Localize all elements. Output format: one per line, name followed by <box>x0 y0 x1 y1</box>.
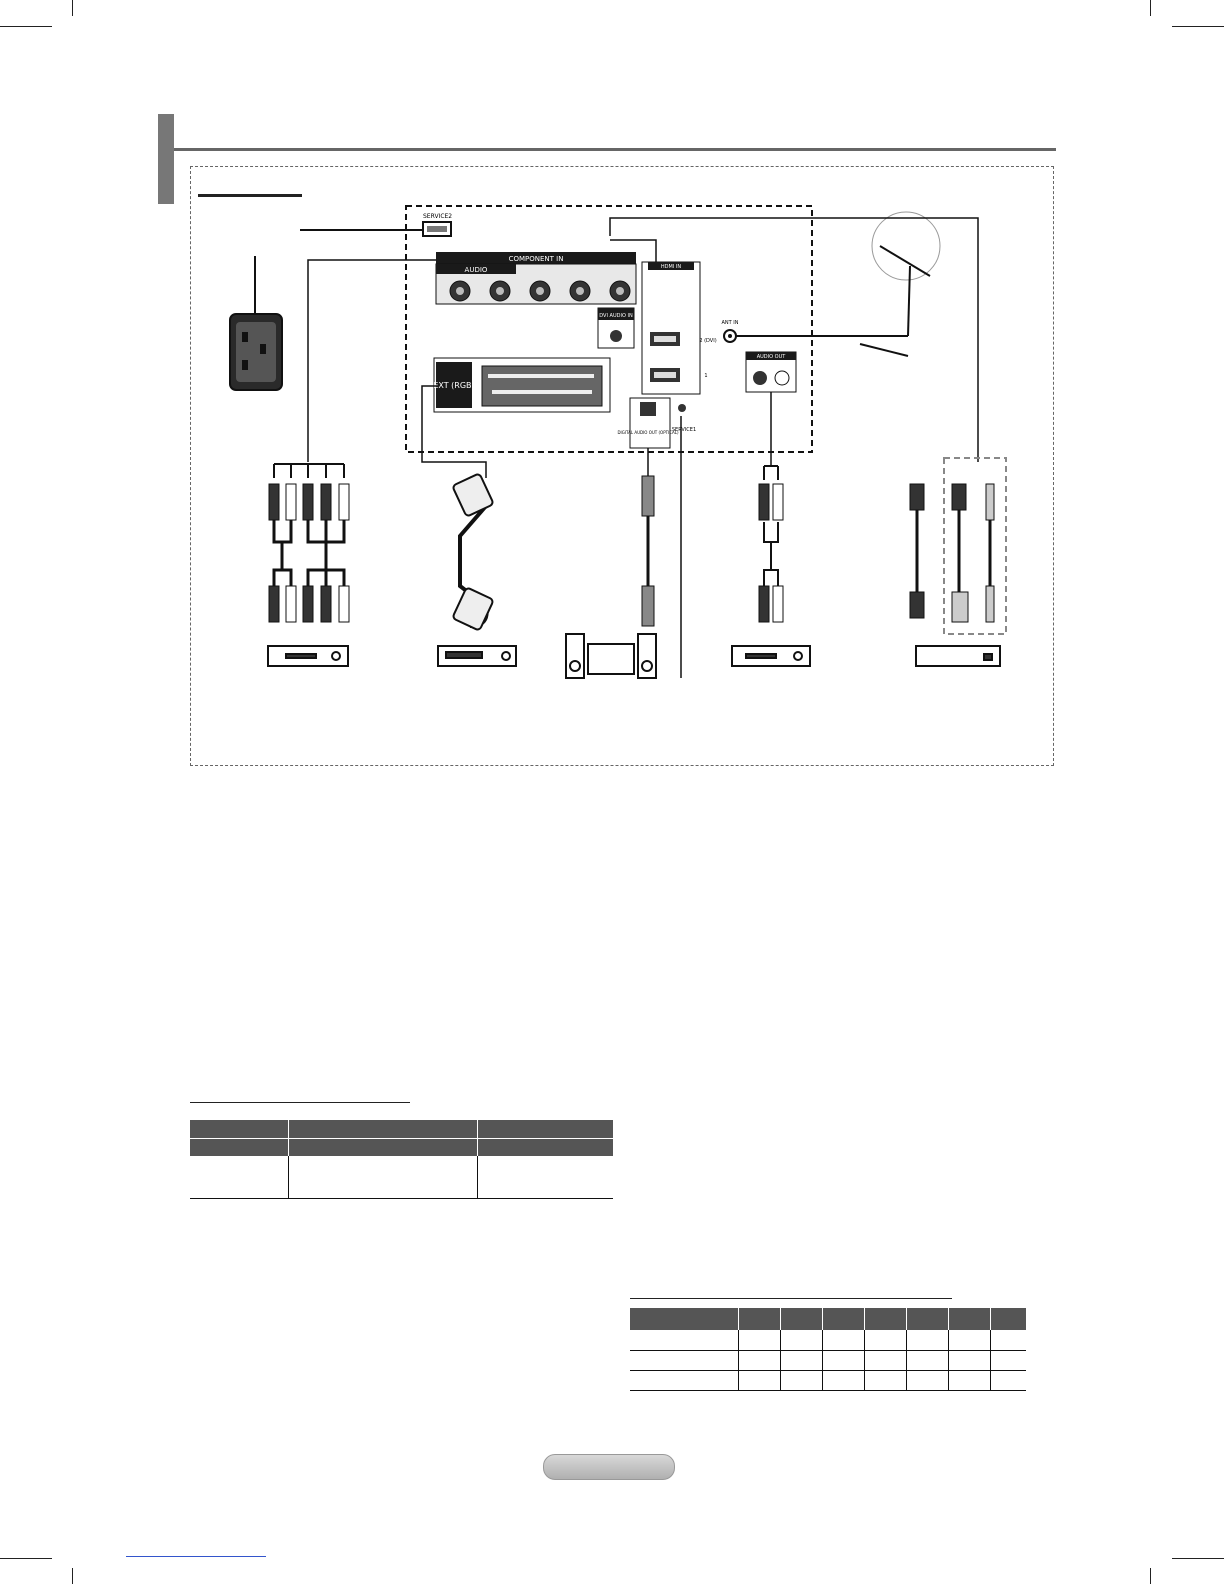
set-top-box-icon <box>916 646 1000 666</box>
page-number-badge <box>543 1454 675 1480</box>
label-digital-audio-out: DIGITAL AUDIO OUT (OPTICAL) <box>617 430 679 435</box>
label-service1: SERVICE1 <box>671 427 697 433</box>
crop-mark <box>1172 1558 1224 1559</box>
dvd-player-icon <box>268 646 348 666</box>
label-ant-in: ANT IN <box>721 320 739 326</box>
label-hdmi-in: HDMI IN <box>660 264 682 270</box>
mode-table <box>630 1308 1026 1391</box>
table-heading-rule <box>190 1102 410 1103</box>
label-hdmi-2: 2 (DVI) <box>699 338 717 344</box>
label-hdmi-1: 1 <box>704 373 708 379</box>
spec-table <box>190 1120 613 1199</box>
label-audio: AUDIO <box>464 266 488 274</box>
label-ext-rgb: EXT (RGB) <box>433 381 475 390</box>
audio-system-icon <box>566 634 656 678</box>
crop-mark <box>72 0 73 16</box>
power-socket-icon <box>230 256 282 390</box>
crop-mark <box>1150 0 1151 16</box>
section-title-rule <box>174 148 1056 151</box>
footer-link[interactable] <box>126 1556 266 1557</box>
crop-mark <box>1150 1568 1151 1584</box>
section-marker <box>158 114 174 204</box>
connection-diagram <box>190 166 1054 766</box>
crop-mark <box>72 1568 73 1584</box>
label-service2: SERVICE2 <box>423 213 453 220</box>
vcr-icon <box>438 646 516 666</box>
crop-mark <box>0 26 52 27</box>
label-dvi-audio-in: DVI AUDIO IN <box>599 313 633 319</box>
antenna-icon <box>736 212 940 356</box>
label-audio-out: AUDIO OUT <box>756 354 786 360</box>
label-component-in: COMPONENT IN <box>508 255 564 263</box>
crop-mark <box>0 1558 52 1559</box>
dvd-recorder-icon <box>732 646 810 666</box>
crop-mark <box>1172 26 1224 27</box>
table-heading-rule <box>630 1298 952 1299</box>
